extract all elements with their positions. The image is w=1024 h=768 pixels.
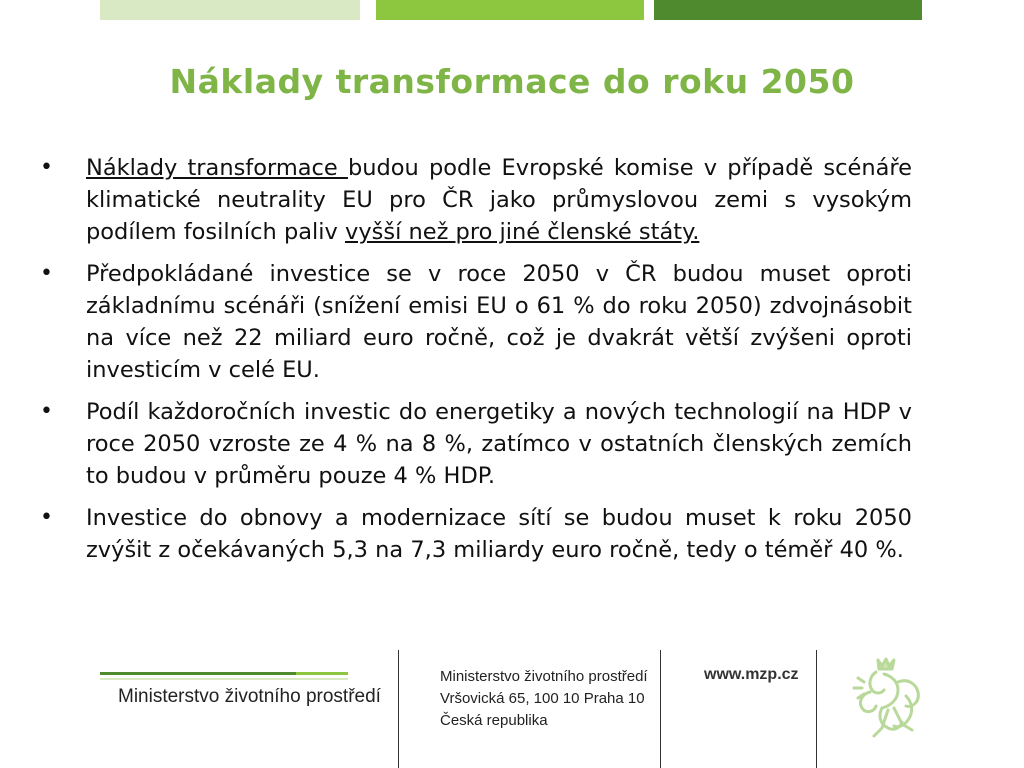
bullet-dot: •	[40, 155, 53, 180]
bullet-text-underlined: Náklady transformace	[86, 155, 348, 181]
bullet-text: Podíl každoročních investic do energetiky a nových technologií na HDP v roce 2050 vzroste ze 4 % na 8 %, zatímco v ostatních členských zemích to budou v průměru pouze 4 % HDP.	[86, 399, 912, 489]
bullet-dot: •	[40, 399, 53, 424]
top-bar-medium	[376, 0, 644, 20]
bullet-list	[36, 152, 912, 576]
footer-address	[440, 666, 648, 732]
bullet-text: Předpokládané investice se v roce 2050 v ČR budou muset oproti základnímu scénáři (snížení emisi EU o 61 % do roku 2050) zdvojnásobit na více než 22 miliard euro ročně, což je dvakrát větší zvýšeni oproti investicím v celé EU.	[86, 261, 912, 383]
bullet-item	[36, 502, 912, 566]
footer-divider	[660, 650, 661, 768]
top-bar-light	[100, 0, 360, 20]
czech-lion-emblem-icon	[848, 652, 928, 744]
bullet-text-underlined: vyšší než pro jiné členské státy.	[345, 219, 700, 245]
top-bar-dark	[654, 0, 922, 20]
address-line: Vršovická 65, 100 10 Praha 10	[440, 690, 645, 707]
address-line: Česká republika	[440, 712, 548, 729]
footer-line-dark	[100, 672, 296, 675]
bullet-dot: •	[40, 261, 53, 286]
slide-title: Náklady transformace do roku 2050	[169, 62, 855, 101]
bullet-text: budou podle Evropské komise v případě scénáře klimatické neutrality EU pro ČR jako průmyslovou zemi s vysokým podílem fosilních paliv	[86, 155, 912, 245]
bullet-item	[36, 258, 912, 386]
footer-divider	[398, 650, 399, 768]
address-line: Ministerstvo životního prostředí	[440, 668, 648, 685]
bullet-item	[36, 396, 912, 492]
footer-divider	[816, 650, 817, 768]
bullet-dot: •	[40, 505, 53, 530]
bullet-text: Investice do obnovy a modernizace sítí se budou muset k roku 2050 zvýšit z očekávaných 5,3 na 7,3 miliardy euro ročně, tedy o téměř 40 %.	[86, 505, 912, 563]
footer-line-light	[100, 678, 348, 680]
bullet-item	[36, 152, 912, 248]
footer-brand: Ministerstvo životního prostředí	[118, 686, 381, 707]
website-link[interactable]: www.mzp.cz	[704, 666, 799, 683]
footer-line-mid	[296, 672, 348, 675]
